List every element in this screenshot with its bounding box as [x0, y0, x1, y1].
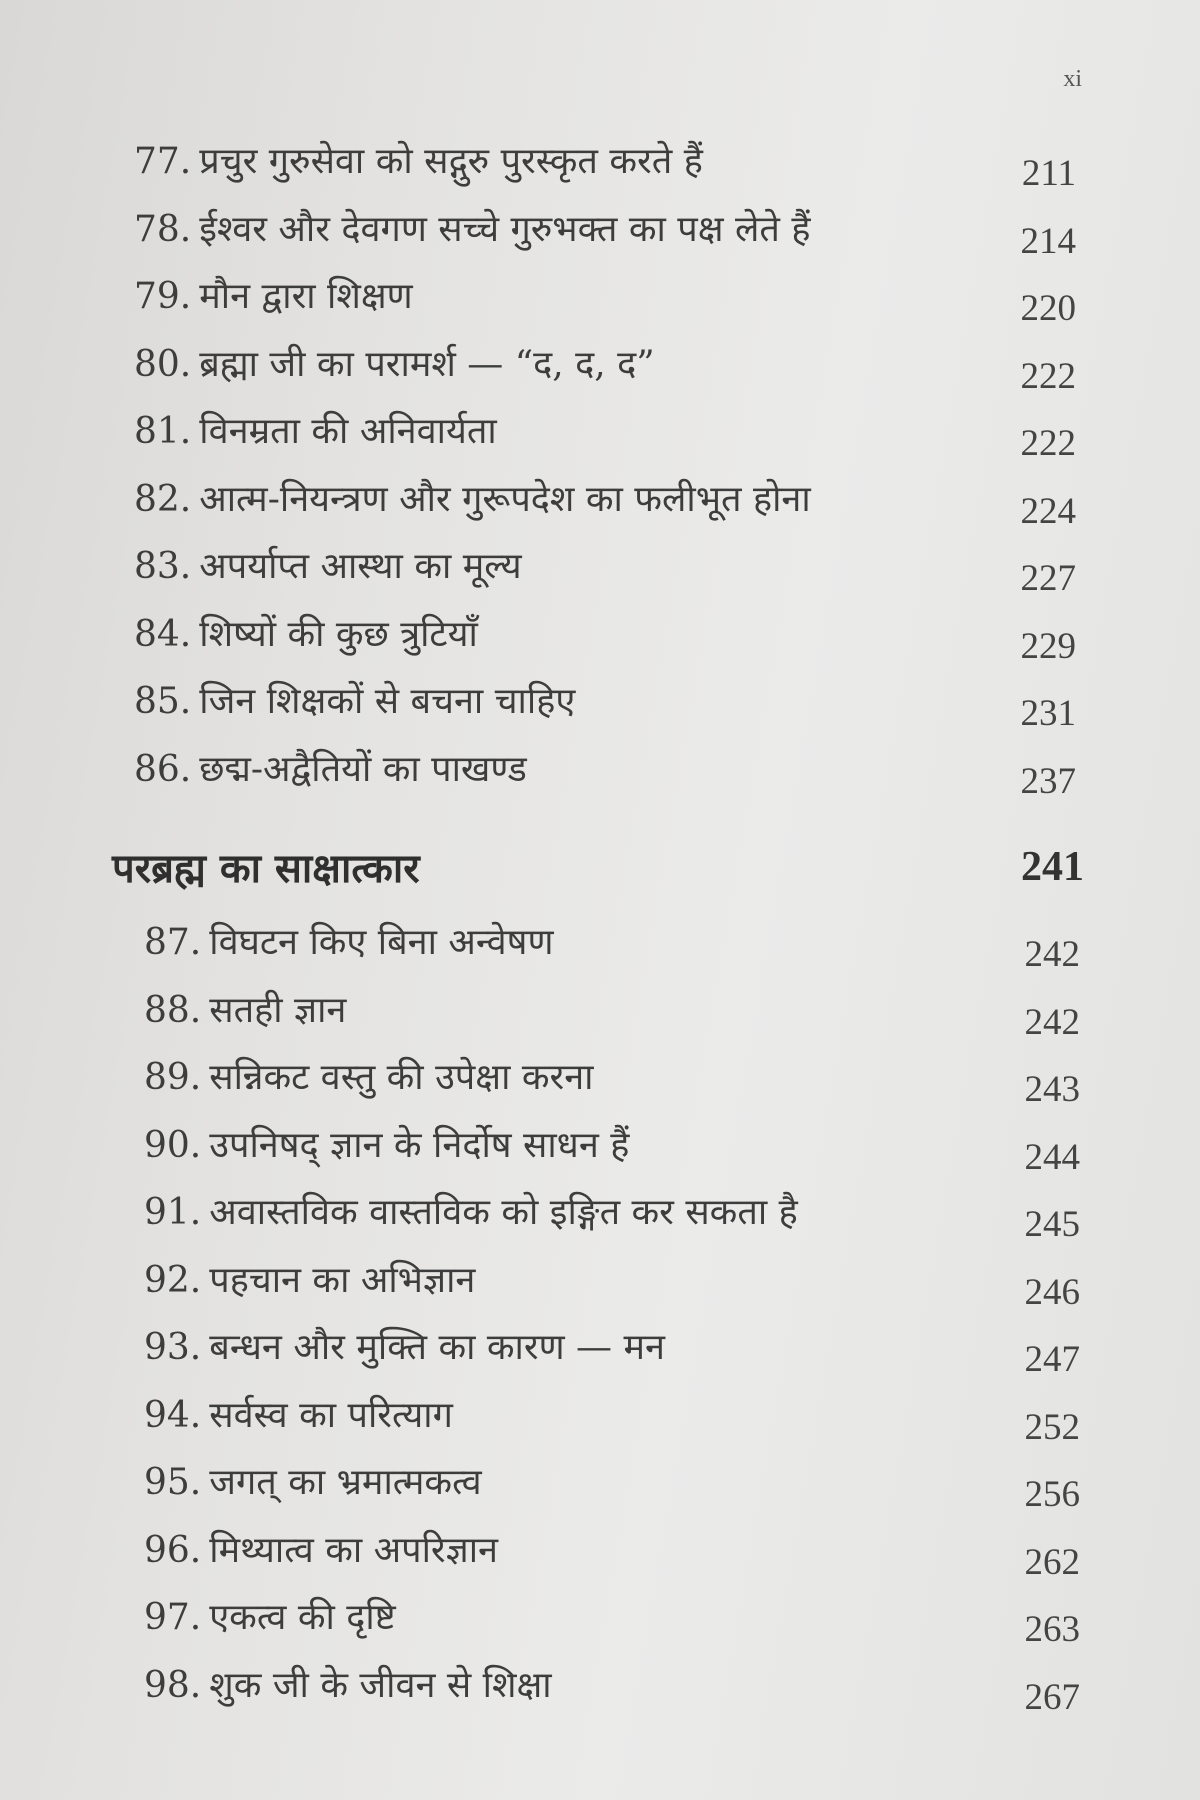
- toc-entry-title-wrap: [144, 1596, 396, 1640]
- section-page: 241: [1021, 844, 1084, 890]
- toc-entry-title-wrap: [134, 545, 522, 589]
- toc-entry-title-wrap: [144, 989, 346, 1033]
- toc-entry: [0, 478, 1200, 546]
- toc-entry-title: शुक जी के जीवन से शिक्षा: [209, 1664, 552, 1706]
- toc-entry: [0, 1056, 1200, 1124]
- toc-entry-title-wrap: [144, 1191, 798, 1235]
- toc-entry-title-wrap: [134, 680, 575, 724]
- toc-entry-number: 79.: [134, 276, 192, 317]
- toc-entry-title-wrap: [134, 478, 811, 522]
- toc-entry-page: 220: [1020, 288, 1076, 329]
- toc-entry: [0, 680, 1200, 748]
- toc-entry: [0, 989, 1200, 1057]
- toc-entry-title-wrap: [134, 208, 810, 252]
- toc-entry: [0, 140, 1200, 208]
- toc-entry-page: 243: [1024, 1069, 1080, 1110]
- toc-entry-title: विघटन किए बिना अन्वेषण: [209, 922, 554, 963]
- toc-entry-page: 222: [1020, 355, 1076, 397]
- toc-entry-number: 89.: [144, 1057, 202, 1098]
- toc-entry-title-wrap: [134, 343, 655, 387]
- toc-entry-page: 211: [1021, 153, 1076, 194]
- toc-entry-title-wrap: [144, 921, 554, 965]
- toc-entry: [0, 343, 1200, 411]
- toc-entry-page: 262: [1024, 1541, 1080, 1583]
- toc-entry-page: 267: [1024, 1676, 1080, 1718]
- section-title: परब्रह्म का साक्षात्कार: [112, 845, 420, 892]
- toc-entry-page: 256: [1024, 1474, 1080, 1515]
- toc-entry-number: 90.: [144, 1124, 202, 1166]
- toc-entry: [0, 613, 1200, 681]
- toc-entry-title-wrap: [144, 1394, 453, 1438]
- toc-entry-number: 86.: [134, 748, 192, 790]
- toc-entry-title-wrap: [134, 410, 497, 454]
- toc-entry-number: 93.: [144, 1327, 202, 1368]
- toc-entry-number: 98.: [144, 1664, 202, 1706]
- toc-entry-number: 85.: [134, 681, 192, 722]
- toc-entry-title-wrap: [134, 613, 478, 657]
- toc-entry-page: 245: [1024, 1204, 1080, 1245]
- toc-entry-number: 92.: [144, 1259, 202, 1301]
- toc-entry-page: 231: [1020, 693, 1076, 734]
- toc-entry-title: विनम्रता की अनिवार्यता: [199, 411, 497, 452]
- page-number: xi: [1063, 66, 1082, 92]
- toc-entry-number: 82.: [134, 478, 192, 520]
- toc-entry-title-wrap: [134, 140, 703, 184]
- toc-entry: [0, 1259, 1200, 1327]
- toc-entry-title: मिथ्यात्व का अपरिज्ञान: [209, 1529, 499, 1571]
- toc-entry: [0, 545, 1200, 613]
- toc-section-heading: [0, 821, 1200, 921]
- toc-entry-title: एकत्व की दृष्टि: [209, 1597, 396, 1638]
- toc-entry-page: 242: [1024, 1001, 1080, 1043]
- toc-entry: [0, 1394, 1200, 1462]
- toc-entry-title-wrap: [144, 1056, 594, 1100]
- toc-entry: [0, 1529, 1200, 1597]
- toc-entry-number: 77.: [134, 141, 192, 182]
- toc-entry-number: 78.: [134, 208, 192, 250]
- toc-entry-page: 214: [1020, 220, 1076, 262]
- toc-entry-page: 246: [1024, 1271, 1080, 1313]
- toc-entry-title-wrap: [144, 1326, 665, 1370]
- toc-entry-title: बन्धन और मुक्ति का कारण — मन: [209, 1327, 665, 1368]
- toc-entry-title: उपनिषद् ज्ञान के निर्दोष साधन हैं: [209, 1124, 630, 1166]
- toc-entry: [0, 1596, 1200, 1664]
- toc-entry-page: 227: [1020, 558, 1076, 599]
- toc-entry-title: अपर्याप्त आस्था का मूल्य: [199, 546, 522, 587]
- toc-entry-title-wrap: [144, 1259, 475, 1303]
- toc-entry-number: 97.: [144, 1597, 202, 1638]
- toc-entry-title-wrap: [144, 1124, 629, 1168]
- toc-entry: [0, 1461, 1200, 1529]
- toc-entry-title: ब्रह्मा जी का परामर्श — “द, द, द”: [199, 343, 655, 385]
- toc-entry-page: 247: [1024, 1339, 1080, 1380]
- toc-entry: [0, 1124, 1200, 1192]
- toc-entry-page: 263: [1024, 1609, 1080, 1650]
- toc-entry-number: 95.: [144, 1462, 202, 1503]
- toc-entry-number: 87.: [144, 922, 202, 963]
- toc-entry-page: 242: [1024, 934, 1080, 975]
- toc-entry-title: छद्म-अद्वैतियों का पाखण्ड: [199, 748, 527, 790]
- toc-entry-page: 229: [1020, 625, 1076, 667]
- toc-entry: [0, 208, 1200, 276]
- toc-entry-title: पहचान का अभिज्ञान: [209, 1259, 476, 1301]
- toc-entry-number: 83.: [134, 546, 192, 587]
- toc-entry-title: जिन शिक्षकों से बचना चाहिए: [199, 681, 576, 722]
- toc-entry: [0, 1326, 1200, 1394]
- toc-entry-title-wrap: [134, 275, 413, 319]
- toc-entry-page: 237: [1020, 760, 1076, 802]
- toc-entry-title-wrap: [144, 1529, 498, 1573]
- toc-entry-number: 80.: [134, 343, 192, 385]
- toc-entry: [0, 410, 1200, 478]
- toc-entry-number: 91.: [144, 1192, 202, 1233]
- toc-entry-title: अवास्तविक वास्तविक को इङ्गित कर सकता है: [209, 1192, 798, 1233]
- toc-entry-page: 224: [1020, 490, 1076, 532]
- toc-entry-title-wrap: [144, 1461, 482, 1505]
- toc-entry-page: 244: [1024, 1136, 1080, 1178]
- toc-entry-title: ईश्वर और देवगण सच्चे गुरुभक्त का पक्ष लेते हैं: [199, 208, 811, 250]
- toc-entry: [0, 1664, 1200, 1732]
- toc-entry-number: 84.: [134, 613, 192, 655]
- toc-entry-title: सतही ज्ञान: [209, 989, 347, 1031]
- toc-entry: [0, 921, 1200, 989]
- toc-entry-number: 88.: [144, 989, 202, 1031]
- toc-entry: [0, 1191, 1200, 1259]
- toc-entry-title: जगत् का भ्रमात्मकत्व: [209, 1462, 482, 1503]
- toc-entry-title: सन्निकट वस्तु की उपेक्षा करना: [209, 1057, 594, 1098]
- toc-entry-title-wrap: [144, 1664, 552, 1708]
- toc-group-2: [0, 921, 1200, 1731]
- toc-entry-title: आत्म-नियन्त्रण और गुरूपदेश का फलीभूत होना: [199, 478, 811, 520]
- toc-entry-number: 94.: [144, 1394, 202, 1436]
- toc-entry-title: प्रचुर गुरुसेवा को सद्गुरु पुरस्कृत करते हैं: [199, 141, 703, 182]
- toc-entry-title: सर्वस्व का परित्याग: [209, 1394, 453, 1436]
- toc-entry-number: 96.: [144, 1529, 202, 1571]
- toc-group-1: [0, 140, 1200, 815]
- table-of-contents: [0, 140, 1200, 1731]
- toc-entry-title-wrap: [134, 748, 527, 792]
- toc-entry-page: 222: [1020, 423, 1076, 464]
- toc-entry-number: 81.: [134, 411, 192, 452]
- toc-entry: [0, 748, 1200, 816]
- toc-entry-page: 252: [1024, 1406, 1080, 1448]
- toc-entry-title: मौन द्वारा शिक्षण: [199, 276, 413, 317]
- toc-entry-title: शिष्यों की कुछ त्रुटियाँ: [199, 613, 478, 655]
- toc-entry: [0, 275, 1200, 343]
